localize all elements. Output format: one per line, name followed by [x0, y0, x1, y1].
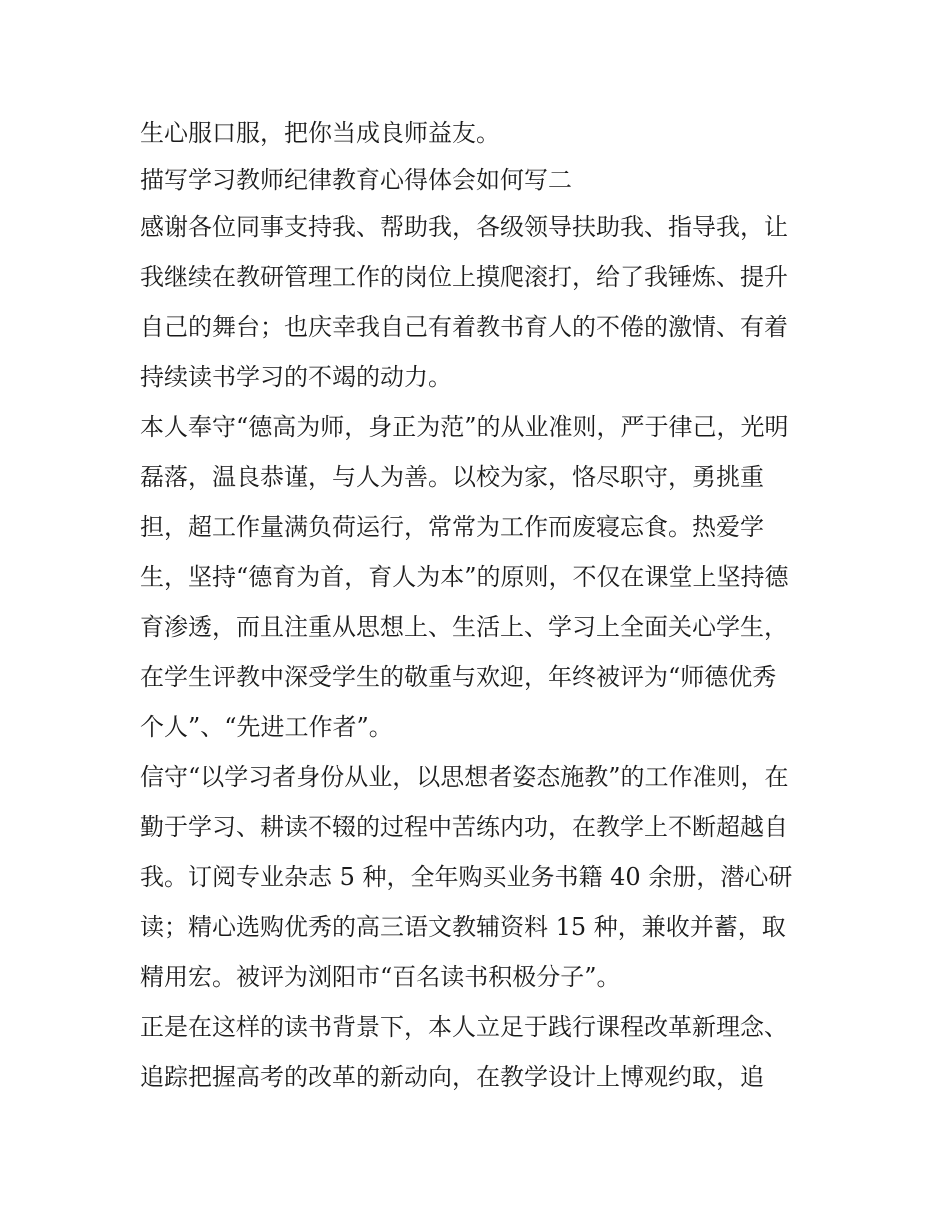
- paragraph-thanks: [140, 202, 812, 402]
- document-body: [140, 108, 812, 1102]
- text-line: 正是在这样的读书背景下，本人立足于践行课程改革新理念、: [140, 1013, 788, 1041]
- text-line: 勤于学习、耕读不辍的过程中苦练内功，在教学上不断超越自: [140, 813, 788, 841]
- paragraph-learning: [140, 752, 812, 1002]
- text-line: 担，超工作量满负荷运行，常常为工作而废寝忘食。热爱学: [140, 513, 764, 541]
- text-line: 我。订阅专业杂志 5 种，全年购买业务书籍 40 余册，潜心研: [140, 863, 793, 891]
- text-line: 我继续在教研管理工作的岗位上摸爬滚打，给了我锤炼、提升: [140, 263, 788, 291]
- text-line: 生，坚持“德育为首，育人为本”的原则，不仅在课堂上坚持德: [140, 563, 789, 591]
- paragraph-intro-ending: [140, 108, 812, 158]
- text-line: 追踪把握高考的改革的新动向，在教学设计上博观约取，追: [140, 1063, 764, 1091]
- text-line: 持续读书学习的不竭的动力。: [140, 363, 452, 391]
- paragraph-ethics: [140, 402, 812, 752]
- text-line: 读；精心选购优秀的高三语文教辅资料 15 种，兼收并蓄，取: [140, 913, 786, 941]
- text-line: 信守“以学习者身份从业，以思想者姿态施教”的工作准则，在: [140, 763, 789, 791]
- heading-text: 描写学习教师纪律教育心得体会如何写二: [140, 166, 572, 194]
- text-line: 个人”、“先进工作者”。: [140, 713, 393, 741]
- text-line: 本人奉守“德高为师，身正为范”的从业准则，严于律己，光明: [140, 413, 789, 441]
- text-line: 育渗透，而且注重从思想上、生活上、学习上全面关心学生，: [140, 613, 788, 641]
- text-line: 感谢各位同事支持我、帮助我，各级领导扶助我、指导我，让: [140, 213, 788, 241]
- text-line: 精用宏。被评为浏阳市“百名读书积极分子”。: [140, 963, 621, 991]
- text-line: 生心服口服，把你当成良师益友。: [140, 119, 500, 147]
- section-heading: [140, 158, 812, 202]
- text-line: 在学生评教中深受学生的敬重与欢迎，年终被评为“师德优秀: [140, 663, 777, 691]
- text-line: 自己的舞台；也庆幸我自己有着教书育人的不倦的激情、有着: [140, 313, 788, 341]
- text-line: 磊落，温良恭谨，与人为善。以校为家，恪尽职守，勇挑重: [140, 463, 764, 491]
- paragraph-reform: [140, 1002, 812, 1102]
